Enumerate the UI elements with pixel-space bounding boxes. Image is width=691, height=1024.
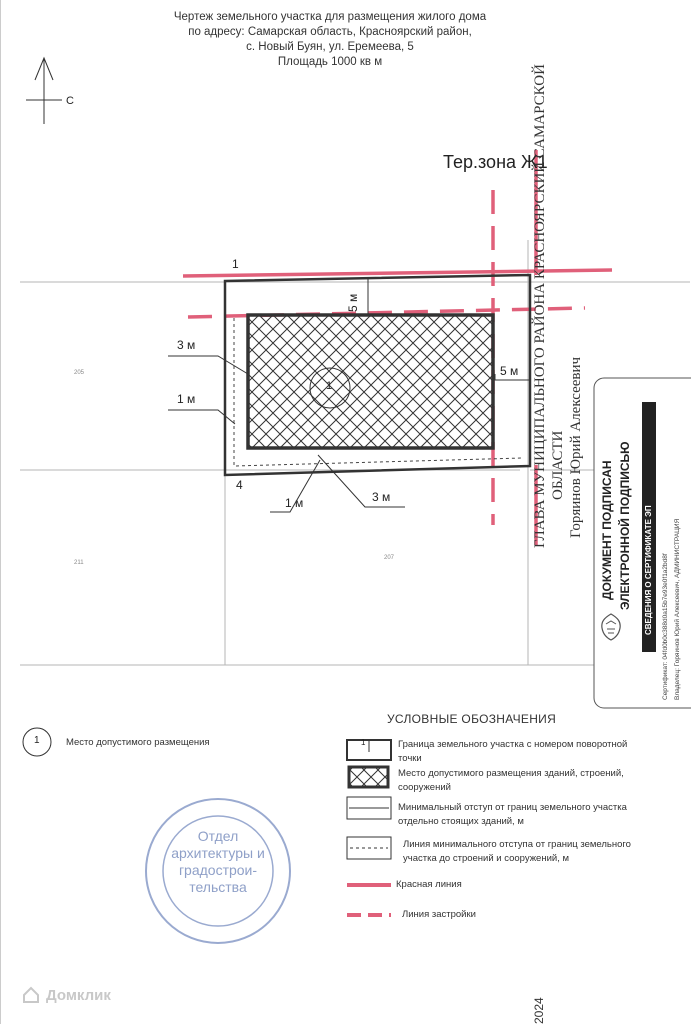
official-region-vertical: ОБЛАСТИ bbox=[550, 430, 566, 500]
zone-label: Тер.зона Ж1 bbox=[443, 152, 548, 172]
permitted-placement-area bbox=[248, 315, 493, 448]
title-line-1: Чертеж земельного участка для размещения жилого дома bbox=[173, 11, 487, 23]
dimension-bottom-1: 1 м bbox=[285, 496, 304, 510]
watermark bbox=[22, 986, 111, 1004]
area-label: Площадь 1000 кв м bbox=[277, 56, 383, 68]
e-signature-owner: Владелец: Горяинов Юрий Алексеевич, АДМИНИСТРАЦИЯ bbox=[674, 518, 681, 700]
legend-title: УСЛОВНЫЕ ОБОЗНАЧЕНИЯ bbox=[387, 712, 557, 726]
dimension-right: 5 м bbox=[500, 364, 519, 378]
parcel-number-207: 207 bbox=[384, 555, 395, 561]
watermark-text: Домклик bbox=[46, 986, 111, 1004]
placement-marker-number: 1 bbox=[326, 380, 333, 392]
north-arrow-icon bbox=[26, 58, 62, 124]
seal-line-3: градострои- bbox=[178, 862, 258, 878]
seal-line-4: тельства bbox=[189, 879, 247, 895]
e-signature-title-2: ЭЛЕКТРОННОЙ ПОДПИСЬЮ bbox=[618, 441, 632, 610]
legend-item-building-line: Линия застройки bbox=[402, 909, 476, 920]
boundary-point-1: 1 bbox=[232, 257, 239, 271]
parcel-number-211: 211 bbox=[74, 560, 84, 566]
legend-item-offset-line: Линия минимального отступа от границ земельного участка до строений и сооружений, м bbox=[403, 839, 631, 864]
seal-line-1: Отдел bbox=[197, 828, 239, 844]
compass-north-label: С bbox=[66, 95, 74, 107]
e-signature-bar-label: СВЕДЕНИЯ О СЕРТИФИКАТЕ ЭП bbox=[644, 505, 653, 635]
seal-line-2: архитектуры и bbox=[171, 845, 265, 861]
legend-item-min-offset: Минимальный отступ от границ земельного участка отдельно стоящих зданий, м bbox=[398, 802, 627, 827]
official-name-vertical: Горяинов Юрий Алексеевич bbox=[568, 356, 584, 538]
seal-center-text bbox=[150, 828, 286, 896]
title-line-2: по адресу: Самарская область, Красноярский район, bbox=[188, 26, 472, 38]
legend-place-label: Место допустимого размещения bbox=[66, 737, 210, 748]
house-logo-icon bbox=[22, 986, 40, 1004]
dimension-left-3: 3 м bbox=[177, 338, 196, 352]
legend-item-red-line: Красная линия bbox=[396, 879, 462, 890]
legend-place-marker: 1 bbox=[34, 735, 40, 746]
page-year: 2024 bbox=[532, 997, 546, 1024]
dimension-bottom-3: 3 м bbox=[372, 490, 391, 504]
dimension-top: 5 м bbox=[346, 293, 360, 312]
e-signature-title-1: ДОКУМЕНТ ПОДПИСАН bbox=[600, 460, 614, 600]
dimension-left-1: 1 м bbox=[177, 392, 196, 406]
e-signature-cert: Сертификат: 04fd0b0c388d0a15b7e93e0f1a2bd8f bbox=[662, 553, 669, 700]
parcel-number-205: 205 bbox=[74, 370, 85, 376]
boundary-point-4: 4 bbox=[236, 478, 243, 492]
official-title-vertical: ГЛАВА МУНИЦИПАЛЬНОГО РАЙОНА КРАСНОЯРСКИЙ САМАРСКОЙ bbox=[532, 64, 548, 548]
coat-of-arms-icon bbox=[598, 612, 624, 642]
legend-item-placement: Место допустимого размещения зданий, строений, сооружений bbox=[398, 768, 624, 793]
title-line-3: с. Новый Буян, ул. Еремеева, 5 bbox=[246, 41, 414, 53]
legend-boundary-point: 1 bbox=[361, 738, 366, 747]
legend-item-boundary: Граница земельного участка с номером поворотной точки bbox=[398, 739, 628, 764]
